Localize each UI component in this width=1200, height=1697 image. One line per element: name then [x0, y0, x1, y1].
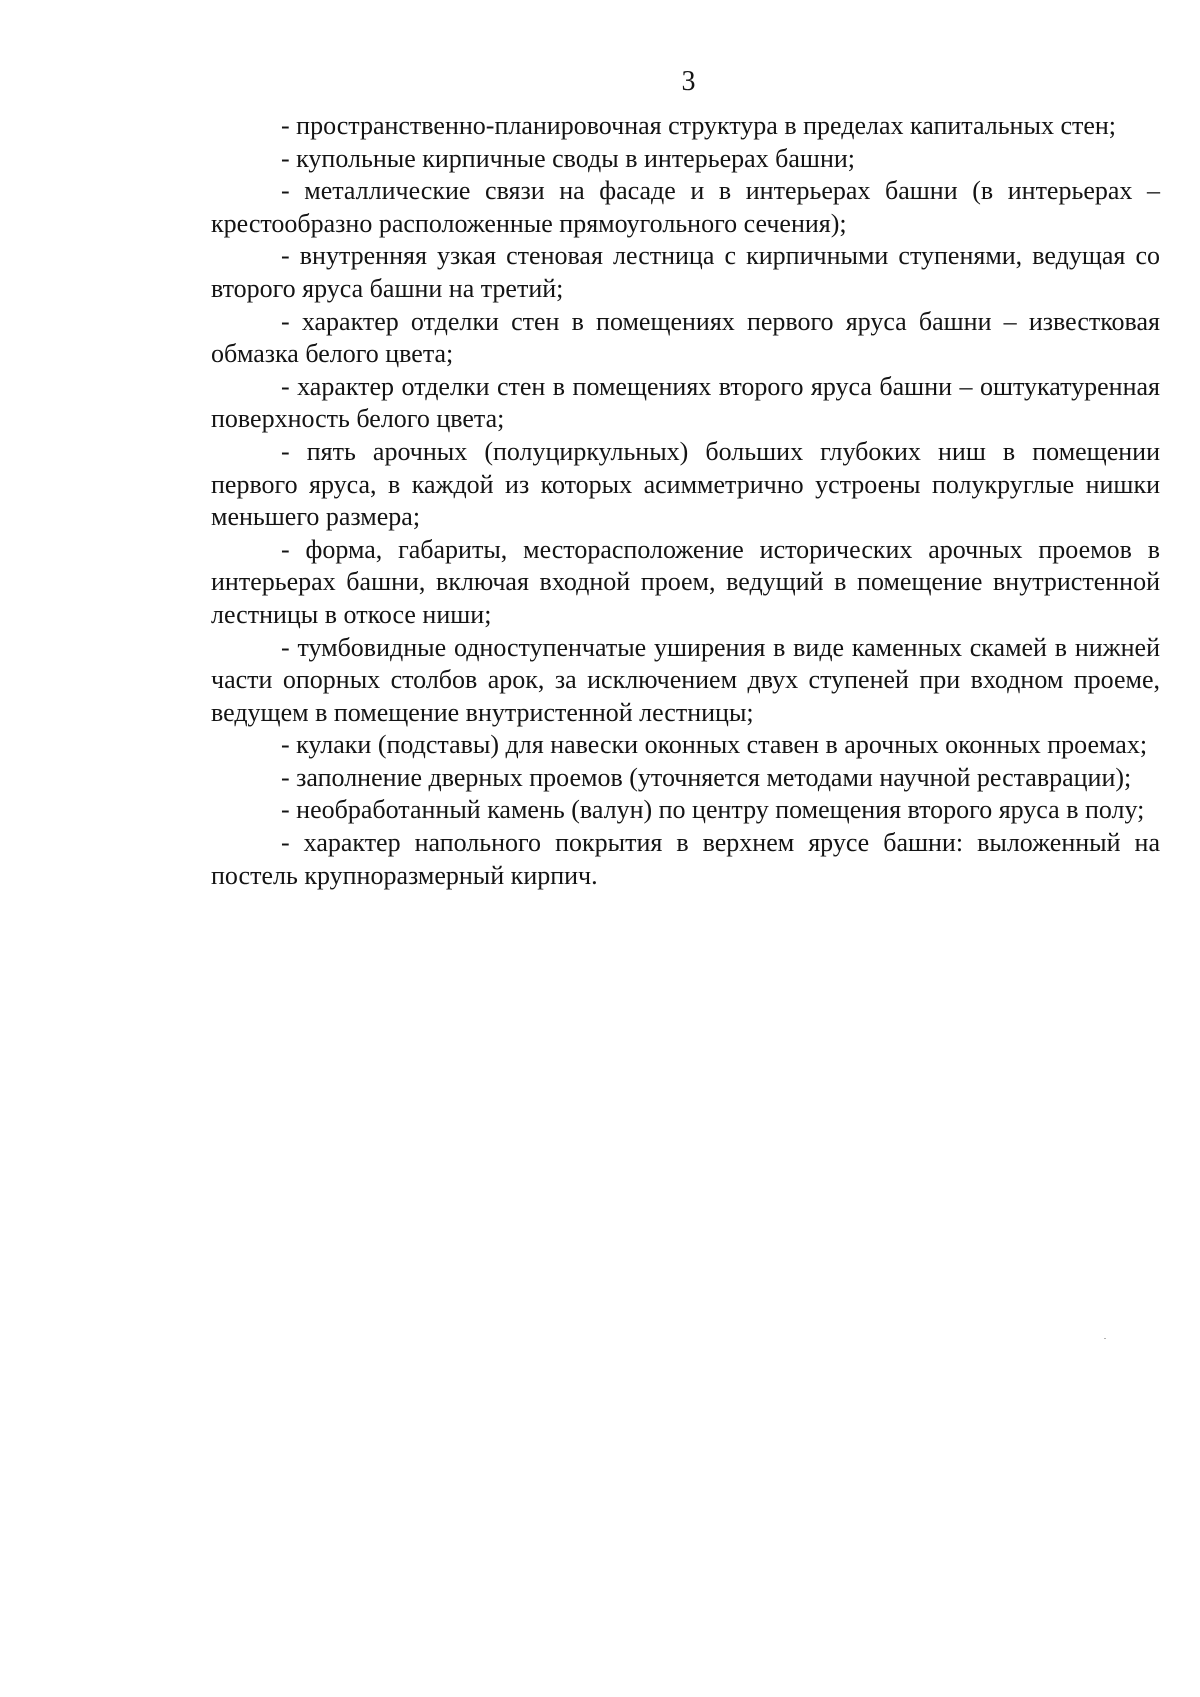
list-item: - купольные кирпичные своды в интерьерах башни;: [281, 143, 855, 173]
list-item: - характер отделки стен в помещениях первого яруса башни – известковая обмазка белого цвета;: [211, 306, 1160, 369]
scan-speck: [1104, 1338, 1106, 1339]
list-item: - металлические связи на фасаде и в интерьерах башни (в интерьерах – крестообразно расположенные прямоугольного сечения);: [211, 176, 1160, 238]
page-number: 3: [681, 66, 696, 97]
list-item: - необработанный камень (валун) по центру помещения второго яруса в полу;: [281, 795, 1145, 825]
list-item: - пять арочных (полуциркульных) больших глубоких ниш в помещении первого яруса, в каждой из которых асимметрично устроены полукруглые нишки меньшего размера;: [211, 436, 1160, 532]
list-item: - тумбовидные одноступенчатые уширения в виде каменных скамей в нижней части опорных столбов арок, за исключением двух ступеней при входном проеме, ведущем в помещение внутристенной лестницы;: [211, 632, 1160, 727]
list-item: - характер напольного покрытия в верхнем ярусе башни: выложенный на постель крупноразмерный кирпич.: [211, 828, 1160, 890]
list-item: - характер отделки стен в помещениях второго яруса башни – оштукатуренная поверхность белого цвета;: [211, 371, 1160, 434]
list-item: - заполнение дверных проемов (уточняется методами научной реставрации);: [281, 762, 1132, 792]
list-item: - форма, габариты, месторасположение исторических арочных проемов в интерьерах башни, включая входной проем, ведущий в помещение внутристенной лестницы в откосе ниши;: [211, 534, 1160, 629]
list-item: - внутренняя узкая стеновая лестница с кирпичными ступенями, ведущая со второго яруса башни на третий;: [211, 241, 1160, 303]
list-item: - пространственно-планировочная структура в пределах капитальных стен;: [281, 111, 1117, 140]
document-body: [211, 110, 1160, 892]
list-item: - кулаки (подставы) для навески оконных ставен в арочных оконных проемах;: [281, 730, 1148, 760]
